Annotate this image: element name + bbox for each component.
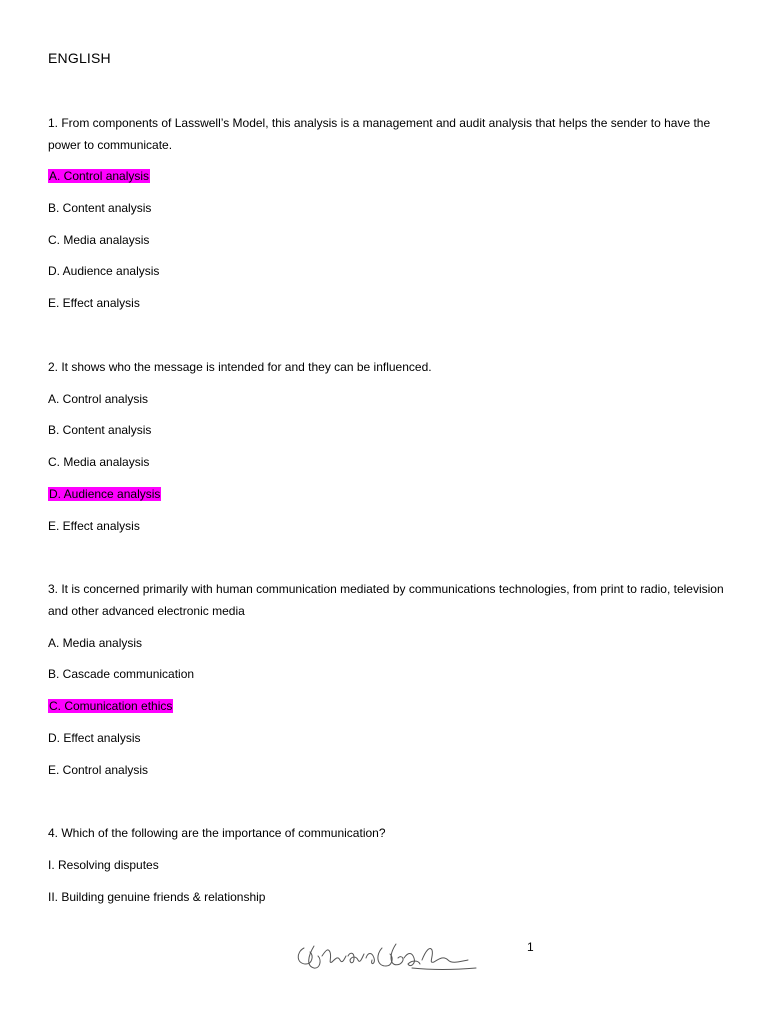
q2-option-a: A. Control analysis [48, 392, 149, 406]
q4-item-2: II. Building genuine friends & relationship [48, 890, 266, 904]
question-1-text: 1. From components of Lasswell’s Model, this analysis is a management and audit analysis that helps the sender to have the power to communicate. [48, 116, 711, 152]
signature-image [292, 938, 482, 974]
q1-option-b: B. Content analysis [48, 201, 152, 215]
q2-option-c: C. Media analaysis [48, 455, 150, 469]
q1-option-c: C. Media analaysis [48, 233, 150, 247]
q3-option-c [48, 695, 728, 717]
q3-option-c-highlight: C. Comunication ethics [49, 699, 173, 713]
q2-option-e: E. Effect analysis [48, 519, 140, 533]
q3-option-d: D. Effect analysis [48, 731, 141, 745]
q1-option-a-highlight: A. Control analysis [49, 169, 150, 183]
page-number: 1 [527, 940, 534, 954]
question-4-text: 4. Which of the following are the importance of communication? [48, 826, 386, 840]
q3-option-a: A. Media analysis [48, 636, 143, 650]
q2-option-d [48, 483, 728, 505]
q4-item-1: I. Resolving disputes [48, 858, 159, 872]
q2-option-d-highlight: D. Audience analysis [49, 487, 161, 501]
q1-option-e: E. Effect analysis [48, 296, 140, 310]
q1-option-d: D. Audience analysis [48, 264, 160, 278]
document-heading: ENGLISH [48, 50, 111, 66]
question-3-text: 3. It is concerned primarily with human communication mediated by communications technologies, from print to radio, television and other advanced electronic media [48, 582, 724, 618]
q3-option-b: B. Cascade communication [48, 667, 195, 681]
q1-option-a [48, 165, 728, 187]
question-2-text: 2. It shows who the message is intended for and they can be influenced. [48, 360, 432, 374]
q3-option-e: E. Control analysis [48, 763, 149, 777]
q2-option-b: B. Content analysis [48, 423, 152, 437]
